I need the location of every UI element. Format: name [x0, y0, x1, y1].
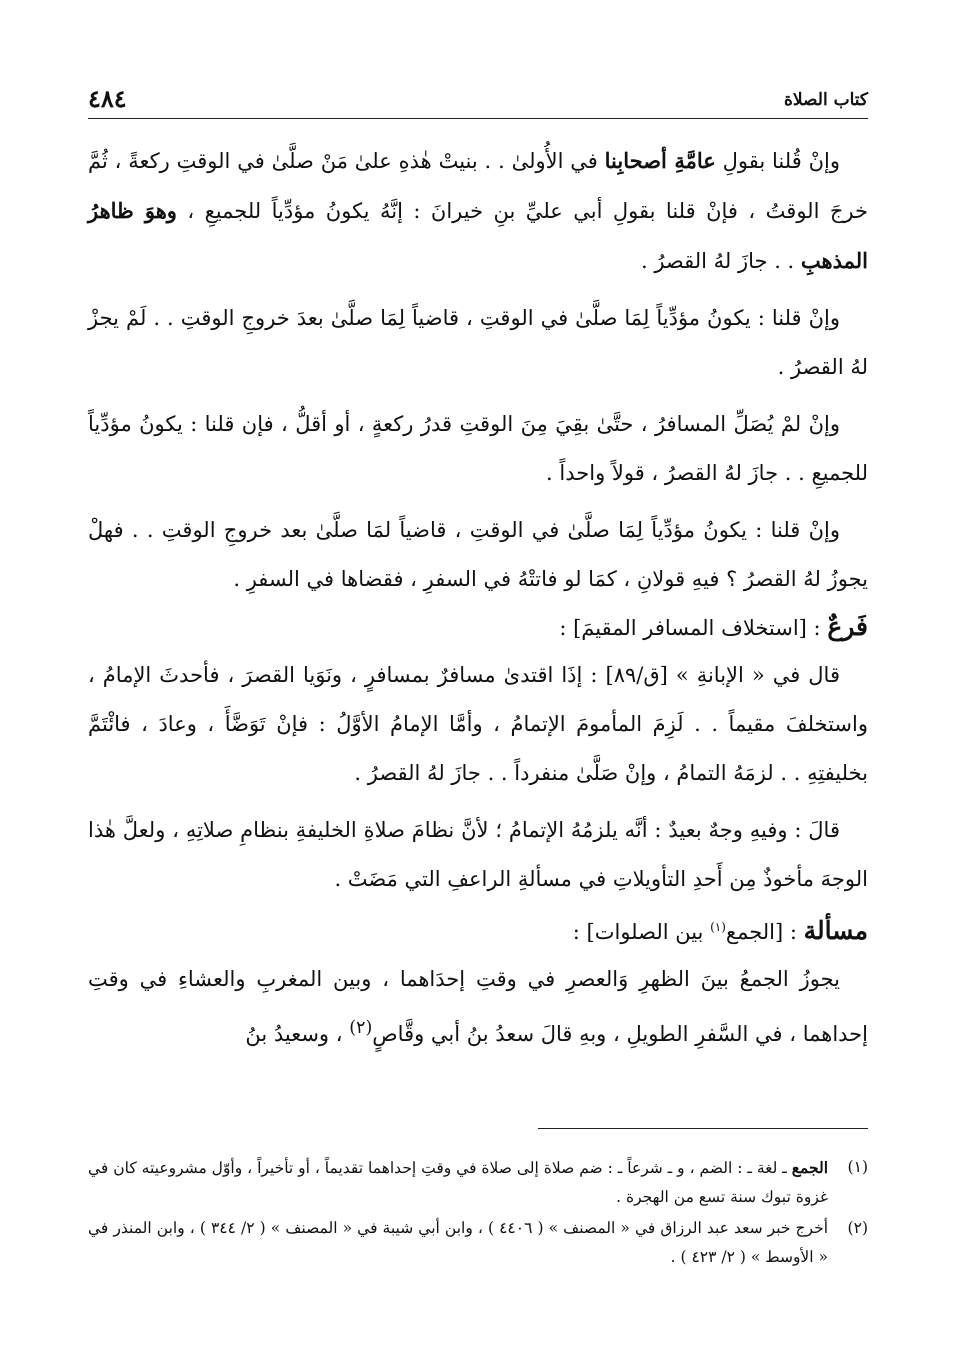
heading-title-start: : [الجمع	[725, 920, 797, 944]
footnote-ref: (٢)	[349, 1018, 373, 1038]
chapter-title: كتاب الصلاة	[783, 90, 868, 110]
paragraph: وإنْ قلنا : يكونُ مؤدِّياً لِمَا صلَّىٰ في الوقتِ ، قاضياً لمَا صلَّىٰ بعد خروجِ الوقتِ . . فهلْ يجوزُ لهُ القصرُ ؟ فيهِ قولانِ ، كمَا لو فاتتْهُ في السفرِ ، فقضاها في السفرِ .	[88, 518, 868, 591]
footnote-term: الجمع	[791, 1158, 828, 1177]
footnote	[88, 1153, 868, 1212]
paragraph: قال في « الإبانةِ » [ق/٨٩] : إذَا اقتدىٰ مسافرٌ بمسافرٍ ، ونَوَيا القصرَ ، فأحدثَ الإمامُ ، واستخلفَ مقيماً . . لَزِمَ المأمومَ الإتمامُ ، وأمَّا الإمامُ الأوَّلُ : فإنْ تَوَضَّأَ ، وعادَ ، فائْتَمَّ بخليفتِهِ . . لزمَهُ التمامُ ، وإنْ صَلَّىٰ منفرداً . . جازَ لهُ القصرُ .	[88, 663, 868, 785]
footnote-text: أخرج خبر سعد عبد الرزاق في « المصنف » ( ٤٤٠٦ ) ، وابن أبي شيبة في « المصنف » ( ٢/ ٣٤٤ ) ، وابن المنذر في « الأوسط » ( ٢/ ٤٢٣ ) .	[88, 1219, 828, 1266]
footnote-separator	[538, 1128, 868, 1129]
section-heading-far	[88, 604, 868, 651]
heading-title-end: بين الصلوات] :	[572, 920, 711, 944]
emphasis: وهوَ ظاهرُ المذهبِ	[88, 198, 868, 273]
main-text	[88, 136, 868, 1059]
paragraph: قالَ : وفيهِ وجهٌ بعيدٌ : أنَّه يلزمُهُ الإتمامُ ؛ لأنَّ نظامَ صلاةِ الخليفةِ بنظامِ صلاتِهِ ، ولعلَّ هٰذا الوجهَ مأخوذٌ مِن أَحدِ التأويلاتِ في مسألةِ الراعفِ التي مَضَتْ .	[88, 818, 868, 891]
footnotes	[88, 1153, 868, 1274]
footnote-number: (١)	[847, 1158, 868, 1176]
footnote-body: ـ لغة ـ : الضم ، و ـ شرعاً ـ : ضم صلاة إلى صلاة في وقتِ إحداهما تقديماً ، أو تأخيراً ، وأوّل مشروعيته كان في غزوة تبوك سنة تسع من الهجرة .	[88, 1159, 828, 1206]
paragraph-text: يجوزُ الجمعُ بينَ الظهرِ وَالعصرِ في وقتِ إحدَاهما ، وبين المغربِ والعشاءِ في وقتِ إحداهما ، في السَّفرِ الطويلِ ، وبهِ قالَ سعدُ بنُ أبي وقَّاصٍ	[88, 967, 868, 1046]
footnote-number: (٢)	[847, 1219, 868, 1237]
paragraph-text-end: ، وسعيدُ بنُ	[245, 1022, 350, 1046]
footnote-text	[88, 1153, 828, 1212]
footnote	[88, 1214, 868, 1272]
paragraph: وإنْ قلنا : يكونُ مؤدِّياً لِمَا صلَّىٰ في الوقتِ ، قاضياً لِمَا صلَّىٰ بعدَ خروجِ الوقتِ . . لَمْ يجزْ لهُ القصرُ .	[88, 306, 868, 379]
paragraph: وإنْ لمْ يُصَلِّ المسافرُ ، حتَّىٰ بقِيَ مِنَ الوقتِ قدرُ ركعةٍ ، أو أقلُّ ، فإن قلنا : يكونُ مؤدِّياً للجميعِ . . جازَ لهُ القصرُ ، قولاً واحداً .	[88, 412, 868, 485]
paragraph: وإنْ قُلنا بقولِ عامَّةِ أصحابِنا في الأُولىٰ . . بنيتْ هٰذهِ علىٰ مَنْ صلَّىٰ في الوقتِ ركعةً ، ثُمَّ خرجَ الوقتُ ، فإنْ قلنا بقولِ أبي عليِّ بنِ خيرانَ : إنَّهُ يكونُ مؤدِّياً للجميعِ ، وهوَ ظاهرُ المذهبِ . . جازَ لهُ القصرُ .	[88, 148, 868, 273]
footnote-ref: (١)	[710, 920, 726, 934]
heading-keyword: فَرعٌ	[827, 612, 868, 641]
heading-keyword: مسألة	[803, 916, 868, 945]
paragraph	[88, 955, 868, 1059]
heading-title: : [استخلاف المسافر المقيمَ] :	[559, 616, 821, 640]
section-heading-masala	[88, 904, 868, 955]
page-number: ٤٨٤	[88, 84, 127, 113]
emphasis: عامَّةِ أصحابِنا	[604, 148, 716, 173]
running-header	[88, 84, 868, 119]
